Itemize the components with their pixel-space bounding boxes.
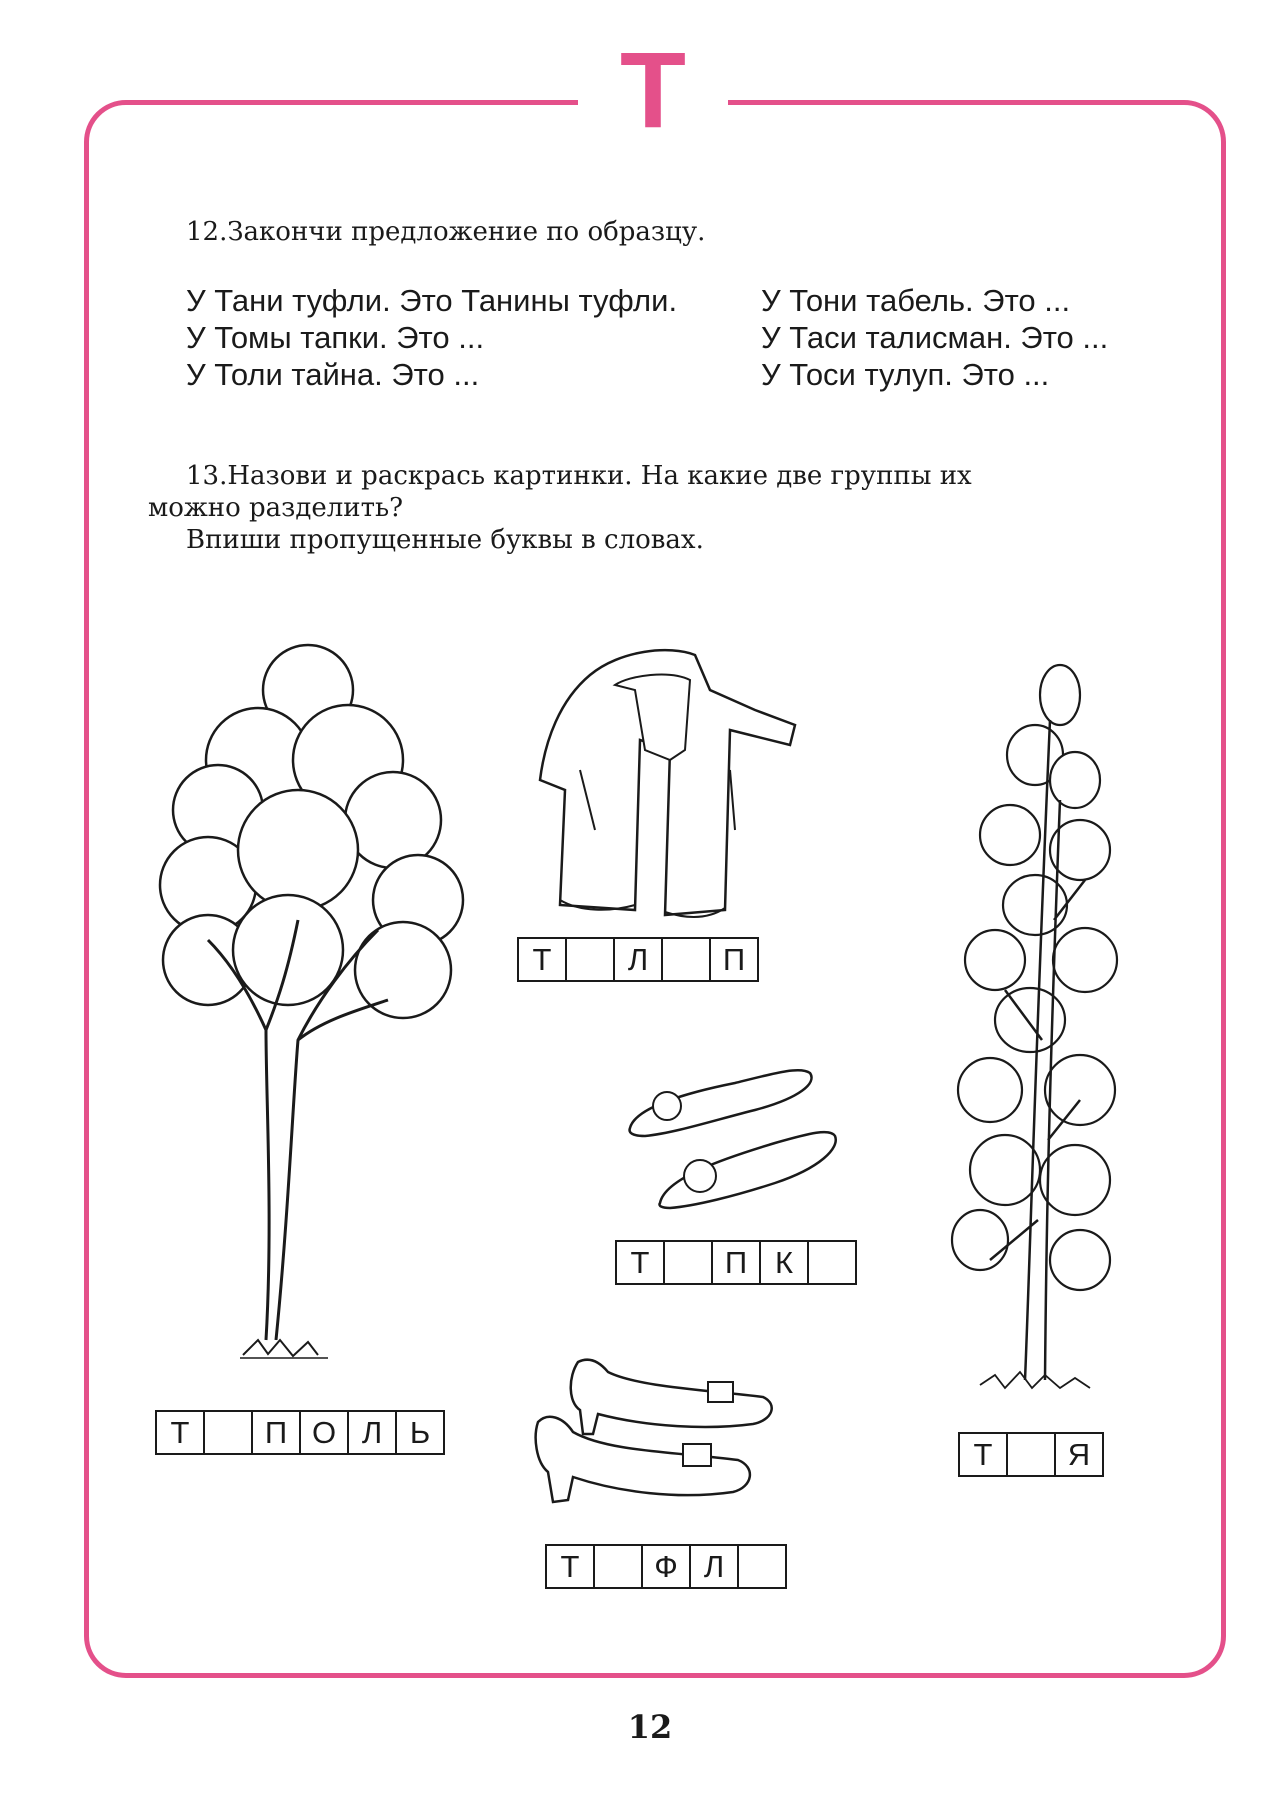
letter-cell: К: [759, 1240, 809, 1285]
letter-cell: Л: [689, 1544, 739, 1589]
letter-cell: П: [251, 1410, 301, 1455]
task13-title-line2: можно разделить?: [148, 493, 404, 523]
letter-cell: Ф: [641, 1544, 691, 1589]
letter-cell: Л: [613, 937, 663, 982]
shoes-icon: [528, 1352, 778, 1512]
deciduous-tree-icon: [148, 620, 468, 1380]
slippers-icon: [625, 1058, 840, 1218]
word-box-tis: [958, 1432, 1104, 1477]
tall-tree-icon: [950, 660, 1120, 1395]
letter-cell: Ь: [395, 1410, 445, 1455]
task12-sentence-right-2: У Таси талисман. Это ...: [761, 320, 1109, 355]
letter-cell-blank[interactable]: [663, 1240, 713, 1285]
letter-cell: Т: [155, 1410, 205, 1455]
letter-cell: Я: [1054, 1432, 1104, 1477]
task12-sentence-left-2: У Томы тапки. Это ...: [186, 320, 485, 355]
letter-cell-blank[interactable]: [565, 937, 615, 982]
letter-cell: П: [709, 937, 759, 982]
letter-cell: Т: [958, 1432, 1008, 1477]
task12-title: 12.Закончи предложение по образцу.: [186, 217, 706, 247]
task12-sentence-right-3: У Тоси тулуп. Это ...: [761, 357, 1050, 392]
letter-cell-blank[interactable]: [203, 1410, 253, 1455]
page-number: 12: [627, 1708, 673, 1746]
letter-cell: Л: [347, 1410, 397, 1455]
letter-cell-blank[interactable]: [593, 1544, 643, 1589]
task12-sentence-left-1: У Тани туфли. Это Танины туфли.: [186, 283, 678, 318]
header-letter: Т: [620, 29, 686, 150]
task13-title-line1: 13.Назови и раскрась картинки. На какие две группы их: [186, 461, 972, 491]
letter-cell-blank[interactable]: [807, 1240, 857, 1285]
letter-cell: О: [299, 1410, 349, 1455]
task12-sentence-right-1: У Тони табель. Это ...: [761, 283, 1071, 318]
word-box-tufli: [545, 1544, 787, 1589]
letter-cell: Т: [517, 937, 567, 982]
word-box-topol: [155, 1410, 445, 1455]
letter-cell-blank[interactable]: [737, 1544, 787, 1589]
word-box-tapki: [615, 1240, 857, 1285]
word-box-tulup: [517, 937, 759, 982]
letter-cell: Т: [615, 1240, 665, 1285]
letter-cell-blank[interactable]: [661, 937, 711, 982]
letter-cell: Т: [545, 1544, 595, 1589]
fur-coat-icon: [520, 630, 810, 920]
letter-cell: П: [711, 1240, 761, 1285]
task12-sentence-left-3: У Толи тайна. Это ...: [186, 357, 480, 392]
task13-title-line3: Впиши пропущенные буквы в словах.: [186, 525, 704, 555]
letter-cell-blank[interactable]: [1006, 1432, 1056, 1477]
